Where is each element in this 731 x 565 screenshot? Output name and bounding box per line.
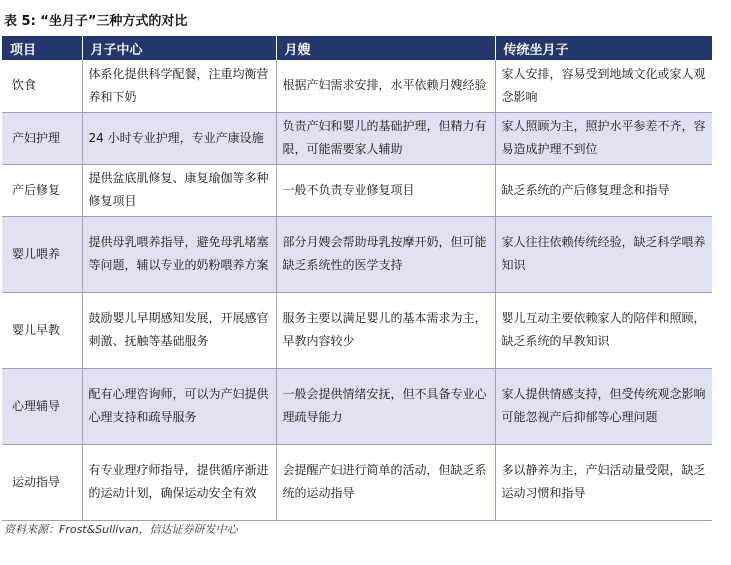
cell-confinement-center: 配有心理咨询师，可以为产妇提供心理支持和疏导服务 [82,368,276,444]
cell-maternity-nanny: 部分月嫂会帮助母乳按摩开奶，但可能缺乏系统性的医学支持 [276,216,495,292]
table-row [2,216,712,292]
cell-confinement-center: 提供母乳喂养指导，避免母乳堵塞等问题，辅以专业的奶粉喂养方案 [82,216,276,292]
row-item-label: 婴儿早教 [2,292,82,368]
cell-confinement-center: 提供盆底肌修复、康复瑜伽等多种修复项目 [82,164,276,216]
cell-traditional: 多以静养为主，产妇活动量受限，缺乏运动习惯和指导 [495,444,712,520]
header-item: 项目 [2,36,82,60]
cell-confinement-center: 有专业理疗师指导，提供循序渐进的运动计划，确保运动安全有效 [82,444,276,520]
cell-traditional: 家人照顾为主，照护水平参差不齐，容易造成护理不到位 [495,112,712,164]
table-row [2,60,712,112]
row-item-label: 心理辅导 [2,368,82,444]
table-row [2,368,712,444]
cell-maternity-nanny: 服务主要以满足婴儿的基本需求为主，早教内容较少 [276,292,495,368]
header-traditional: 传统坐月子 [495,36,712,60]
cell-traditional: 家人往往依赖传统经验，缺乏科学喂养知识 [495,216,712,292]
cell-traditional: 家人提供情感支持，但受传统观念影响可能忽视产后抑郁等心理问题 [495,368,712,444]
cell-traditional: 婴儿互动主要依赖家人的陪伴和照顾，缺乏系统的早教知识 [495,292,712,368]
cell-maternity-nanny: 一般会提供情绪安抚，但不具备专业心理疏导能力 [276,368,495,444]
row-item-label: 产后修复 [2,164,82,216]
cell-confinement-center: 体系化提供科学配餐，注重均衡营养和下奶 [82,60,276,112]
cell-maternity-nanny: 根据产妇需求安排，水平依赖月嫂经验 [276,60,495,112]
table-row [2,292,712,368]
cell-maternity-nanny: 负责产妇和婴儿的基础护理，但精力有限，可能需要家人辅助 [276,112,495,164]
row-item-label: 饮食 [2,60,82,112]
cell-confinement-center: 鼓励婴儿早期感知发展，开展感官刺激、抚触等基础服务 [82,292,276,368]
table-row [2,112,712,164]
table-header-row [2,36,712,60]
cell-traditional: 家人安排，容易受到地域文化或家人观念影响 [495,60,712,112]
header-confinement-center: 月子中心 [82,36,276,60]
comparison-table-container [2,36,712,521]
cell-maternity-nanny: 一般不负责专业修复项目 [276,164,495,216]
table-caption: 表 5: “坐月子”三种方式的对比 [4,14,188,29]
row-item-label: 产妇护理 [2,112,82,164]
cell-confinement-center: 24 小时专业护理，专业产康设施 [82,112,276,164]
source-note: 资料来源：Frost&Sullivan，信达证券研发中心 [4,523,238,536]
table-row [2,164,712,216]
row-item-label: 婴儿喂养 [2,216,82,292]
row-item-label: 运动指导 [2,444,82,520]
comparison-table [2,36,712,521]
table-row [2,444,712,520]
header-maternity-nanny: 月嫂 [276,36,495,60]
cell-traditional: 缺乏系统的产后修复理念和指导 [495,164,712,216]
cell-maternity-nanny: 会提醒产妇进行简单的活动，但缺乏系统的运动指导 [276,444,495,520]
